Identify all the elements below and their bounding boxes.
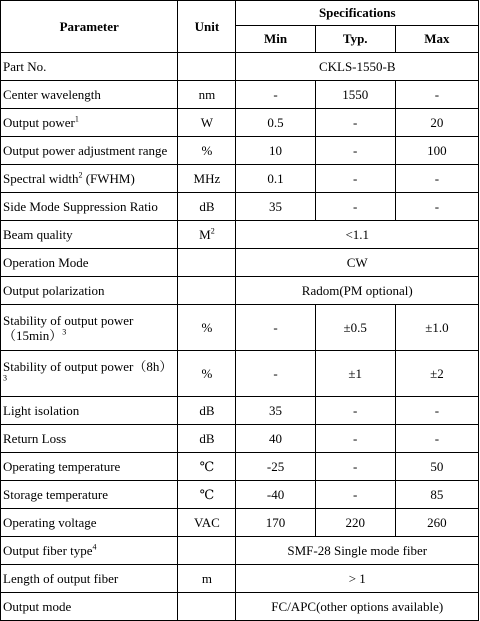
table-row xyxy=(1,137,479,165)
param-cell: Operating voltage xyxy=(1,509,178,537)
header-min: Min xyxy=(236,26,315,53)
typ-cell: ±1 xyxy=(315,351,395,397)
typ-cell: 220 xyxy=(315,509,395,537)
max-cell: 100 xyxy=(395,137,478,165)
footnote-ref: 3 xyxy=(3,373,7,383)
merged-value-cell: SMF-28 Single mode fiber xyxy=(236,537,479,565)
param-cell: Operating temperature xyxy=(1,453,178,481)
param-cell: Length of output fiber xyxy=(1,565,178,593)
param-cell: Return Loss xyxy=(1,425,178,453)
table-row xyxy=(1,481,479,509)
table-row xyxy=(1,221,479,249)
table-row xyxy=(1,537,479,565)
unit-cell: $M^2$ xyxy=(178,221,236,249)
unit-cell: VAC xyxy=(178,509,236,537)
header-typ: Typ. xyxy=(315,26,395,53)
table-row xyxy=(1,305,479,351)
unit-cell: dB xyxy=(178,425,236,453)
unit-cell xyxy=(178,53,236,81)
unit-cell xyxy=(178,277,236,305)
unit-cell: ℃ xyxy=(178,481,236,509)
param-cell: Center wavelength xyxy=(1,81,178,109)
max-cell: - xyxy=(395,193,478,221)
min-cell: 35 xyxy=(236,397,315,425)
typ-cell: - xyxy=(315,481,395,509)
unit-cell xyxy=(178,249,236,277)
table-row xyxy=(1,249,479,277)
min-cell: - xyxy=(236,81,315,109)
table-row xyxy=(1,277,479,305)
unit-cell xyxy=(178,537,236,565)
table-row xyxy=(1,165,479,193)
unit-cell: m xyxy=(178,565,236,593)
param-cell: Beam quality xyxy=(1,221,178,249)
footnote-ref: 2 xyxy=(78,170,83,180)
merged-value-cell: FC/APC(other options available) xyxy=(236,593,479,621)
header-unit: Unit xyxy=(178,1,236,53)
min-cell: 35 xyxy=(236,193,315,221)
unit-cell: dB xyxy=(178,397,236,425)
param-cell: Stability of output power $(15\min)^3$ xyxy=(1,305,178,351)
table-row xyxy=(1,453,479,481)
max-cell: 50 xyxy=(395,453,478,481)
min-cell: 40 xyxy=(236,425,315,453)
table-row xyxy=(1,81,479,109)
param-cell: Operation Mode xyxy=(1,249,178,277)
header-row-1 xyxy=(1,1,479,26)
unit-cell: nm xyxy=(178,81,236,109)
table-row xyxy=(1,53,479,81)
table-row xyxy=(1,109,479,137)
header-specifications: Specifications xyxy=(236,1,479,26)
max-cell: 85 xyxy=(395,481,478,509)
param-cell: Part No. xyxy=(1,53,178,81)
typ-cell: ±0.5 xyxy=(315,305,395,351)
typ-cell: 1550 xyxy=(315,81,395,109)
merged-value-cell: > 1 xyxy=(236,565,479,593)
merged-value-cell: Radom(PM optional) xyxy=(236,277,479,305)
typ-cell: - xyxy=(315,425,395,453)
max-cell: - xyxy=(395,81,478,109)
typ-cell: - xyxy=(315,109,395,137)
unit-superscript: 2 xyxy=(210,226,215,236)
typ-cell: - xyxy=(315,137,395,165)
param-cell: Side Mode Suppression Ratio xyxy=(1,193,178,221)
merged-value-cell: <1.1 xyxy=(236,221,479,249)
min-cell: -25 xyxy=(236,453,315,481)
min-cell: 170 xyxy=(236,509,315,537)
header-parameter: Parameter xyxy=(1,1,178,53)
unit-cell: dB xyxy=(178,193,236,221)
unit-cell: % xyxy=(178,351,236,397)
table-row xyxy=(1,593,479,621)
param-cell: Output power adjustment range xyxy=(1,137,178,165)
min-cell: -40 xyxy=(236,481,315,509)
max-cell: 20 xyxy=(395,109,478,137)
typ-cell: - xyxy=(315,165,395,193)
param-cell: Output mode xyxy=(1,593,178,621)
table-row xyxy=(1,193,479,221)
max-cell: - xyxy=(395,165,478,193)
footnote-ref: 1 xyxy=(74,114,79,124)
param-cell: Stability of output power（8h） $^3$ xyxy=(1,351,178,397)
min-cell: - xyxy=(236,305,315,351)
param-cell: Light isolation xyxy=(1,397,178,425)
typ-cell: - xyxy=(315,193,395,221)
param-cell: Spectral width$^2$ (FWHM) xyxy=(1,165,178,193)
unit-cell: ℃ xyxy=(178,453,236,481)
unit-cell: MHz xyxy=(178,165,236,193)
max-cell: - xyxy=(395,397,478,425)
param-cell: Output fiber type$^4$ xyxy=(1,537,178,565)
param-cell: Storage temperature xyxy=(1,481,178,509)
header-max: Max xyxy=(395,26,478,53)
footnote-ref: 4 xyxy=(92,542,97,552)
min-cell: 10 xyxy=(236,137,315,165)
param-cell: Output polarization xyxy=(1,277,178,305)
min-cell: 0.5 xyxy=(236,109,315,137)
min-cell: - xyxy=(236,351,315,397)
typ-cell: - xyxy=(315,453,395,481)
table-row xyxy=(1,351,479,397)
footnote-ref: 3 xyxy=(62,327,67,337)
max-cell: ±2 xyxy=(395,351,478,397)
table-row xyxy=(1,509,479,537)
table-row xyxy=(1,565,479,593)
min-cell: 0.1 xyxy=(236,165,315,193)
max-cell: 260 xyxy=(395,509,478,537)
unit-cell: W xyxy=(178,109,236,137)
table-row xyxy=(1,397,479,425)
max-cell: - xyxy=(395,425,478,453)
table-row xyxy=(1,425,479,453)
max-cell: ±1.0 xyxy=(395,305,478,351)
typ-cell: - xyxy=(315,397,395,425)
merged-value-cell: CW xyxy=(236,249,479,277)
unit-cell: % xyxy=(178,305,236,351)
param-cell: Output power$^1$ xyxy=(1,109,178,137)
unit-cell xyxy=(178,593,236,621)
merged-value-cell: CKLS-1550-B xyxy=(236,53,479,81)
unit-cell: % xyxy=(178,137,236,165)
